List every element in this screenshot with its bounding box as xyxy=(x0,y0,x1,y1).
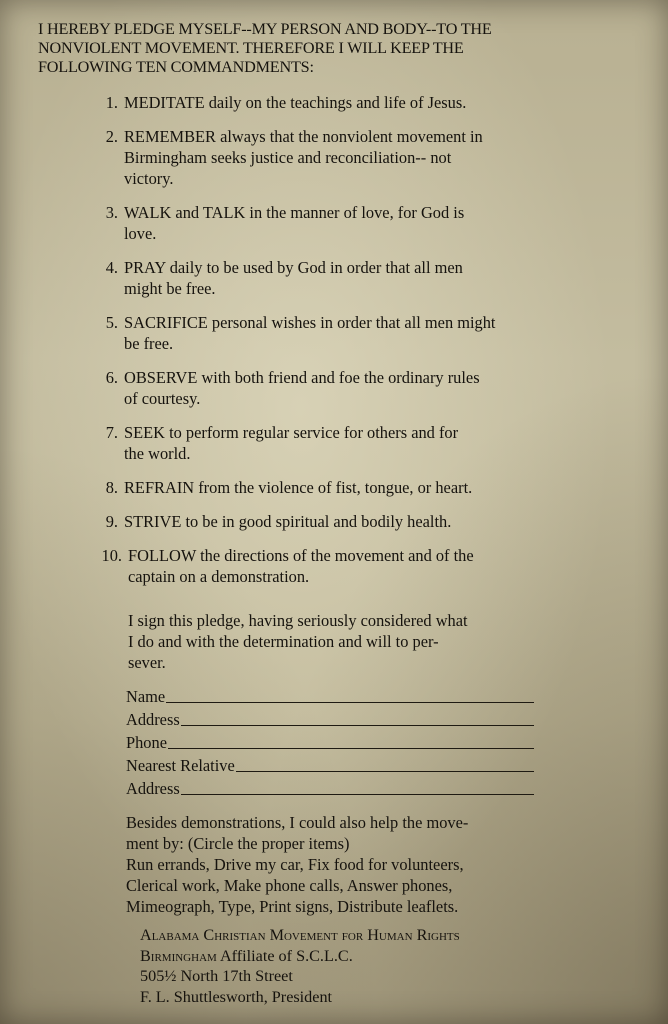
commandment-text: FOLLOW the directions of the movement and of the xyxy=(128,546,474,565)
help-line: Besides demonstrations, I could also help the move- xyxy=(126,813,469,832)
affiliate-rest: Affiliate of S.C.L.C. xyxy=(216,946,353,965)
commandment-3 xyxy=(92,202,562,244)
commandment-text: Birmingham seeks justice and reconciliation-- not xyxy=(124,148,452,167)
commandment-text: love. xyxy=(124,224,157,243)
commandment-5 xyxy=(92,312,562,354)
commandment-text: REFRAIN from the violence of fist, tongue, or heart. xyxy=(124,478,473,497)
sign-statement-line: I do and with the determination and will to per- xyxy=(128,632,439,651)
commandment-text: SEEK to perform regular service for others and for xyxy=(124,423,459,442)
commandment-text: SACRIFICE personal wishes in order that all men might xyxy=(124,313,496,332)
sign-statement xyxy=(128,610,568,673)
organization-address: 505½ North 17th Street xyxy=(140,967,293,985)
commandment-number: 5. xyxy=(105,313,118,332)
commandment-text: victory. xyxy=(124,169,174,188)
phone-blank[interactable] xyxy=(168,748,534,749)
help-options xyxy=(126,812,566,917)
pledge-line: I HEREBY PLEDGE MYSELF--MY PERSON AND BODY--TO THE xyxy=(38,20,492,38)
commandment-text: MEDITATE daily on the teachings and life of Jesus. xyxy=(124,93,467,112)
commandment-text: be free. xyxy=(124,334,174,353)
commandment-7 xyxy=(92,422,562,464)
commandment-number: 1. xyxy=(105,93,118,112)
affiliate-city: Birmingham xyxy=(140,946,217,965)
commandment-1 xyxy=(92,92,562,113)
commandment-text: OBSERVE with both friend and foe the ordinary rules xyxy=(124,368,480,387)
commandment-text: REMEMBER always that the nonviolent movement in xyxy=(124,127,483,146)
commandment-number: 10. xyxy=(101,546,122,565)
signup-form xyxy=(126,684,546,799)
commandment-number: 2. xyxy=(105,127,118,146)
commandment-6 xyxy=(92,367,562,409)
form-field-phone xyxy=(126,730,546,753)
commandment-text: of courtesy. xyxy=(124,389,201,408)
sign-statement-line: I sign this pledge, having seriously considered what xyxy=(128,611,468,630)
commandment-8 xyxy=(92,477,562,498)
nearest-relative-blank[interactable] xyxy=(236,771,534,772)
field-label: Name xyxy=(126,687,166,706)
field-label: Phone xyxy=(126,733,167,752)
form-field-address xyxy=(126,707,546,730)
field-label: Address xyxy=(126,710,180,729)
commandment-number: 4. xyxy=(105,258,118,277)
commandment-text: might be free. xyxy=(124,279,216,298)
organization-footer xyxy=(140,925,580,1007)
commandment-number: 7. xyxy=(105,423,118,442)
organization-name: Alabama Christian Movement for Human Rights xyxy=(140,926,460,944)
pledge-line: NONVIOLENT MOVEMENT. THEREFORE I WILL KEEP THE xyxy=(38,39,464,57)
commandment-number: 3. xyxy=(105,203,118,222)
help-line: ment by: (Circle the proper items) xyxy=(126,834,350,853)
sign-statement-line: sever. xyxy=(128,653,166,672)
commandment-number: 9. xyxy=(105,512,118,531)
affiliate-line xyxy=(140,946,580,967)
commandment-text: WALK and TALK in the manner of love, for God is xyxy=(124,203,465,222)
form-field-relative-address xyxy=(126,776,546,799)
commandments-list xyxy=(92,92,562,600)
pledge-heading xyxy=(38,20,638,77)
commandment-2 xyxy=(92,126,562,189)
help-line: Clerical work, Make phone calls, Answer phones, xyxy=(126,876,453,895)
name-blank[interactable] xyxy=(166,702,534,703)
organization-president: F. L. Shuttlesworth, President xyxy=(140,987,333,1006)
address-blank[interactable] xyxy=(181,725,534,726)
field-label: Nearest Relative xyxy=(126,756,235,775)
relative-address-blank[interactable] xyxy=(181,794,534,795)
commandment-4 xyxy=(92,257,562,299)
commandment-10 xyxy=(92,545,562,587)
help-line: Mimeograph, Type, Print signs, Distribute leaflets. xyxy=(126,897,459,916)
commandment-text: the world. xyxy=(124,444,191,463)
field-label: Address xyxy=(126,779,180,798)
commandment-text: captain on a demonstration. xyxy=(128,567,310,586)
form-field-nearest-relative xyxy=(126,753,546,776)
commandment-text: STRIVE to be in good spiritual and bodily health. xyxy=(124,512,452,531)
commandment-number: 8. xyxy=(105,478,118,497)
commandment-9 xyxy=(92,511,562,532)
form-field-name xyxy=(126,684,546,707)
pledge-line: FOLLOWING TEN COMMANDMENTS: xyxy=(38,58,314,76)
help-line: Run errands, Drive my car, Fix food for volunteers, xyxy=(126,855,464,874)
commandment-text: PRAY daily to be used by God in order that all men xyxy=(124,258,463,277)
commandment-number: 6. xyxy=(105,368,118,387)
